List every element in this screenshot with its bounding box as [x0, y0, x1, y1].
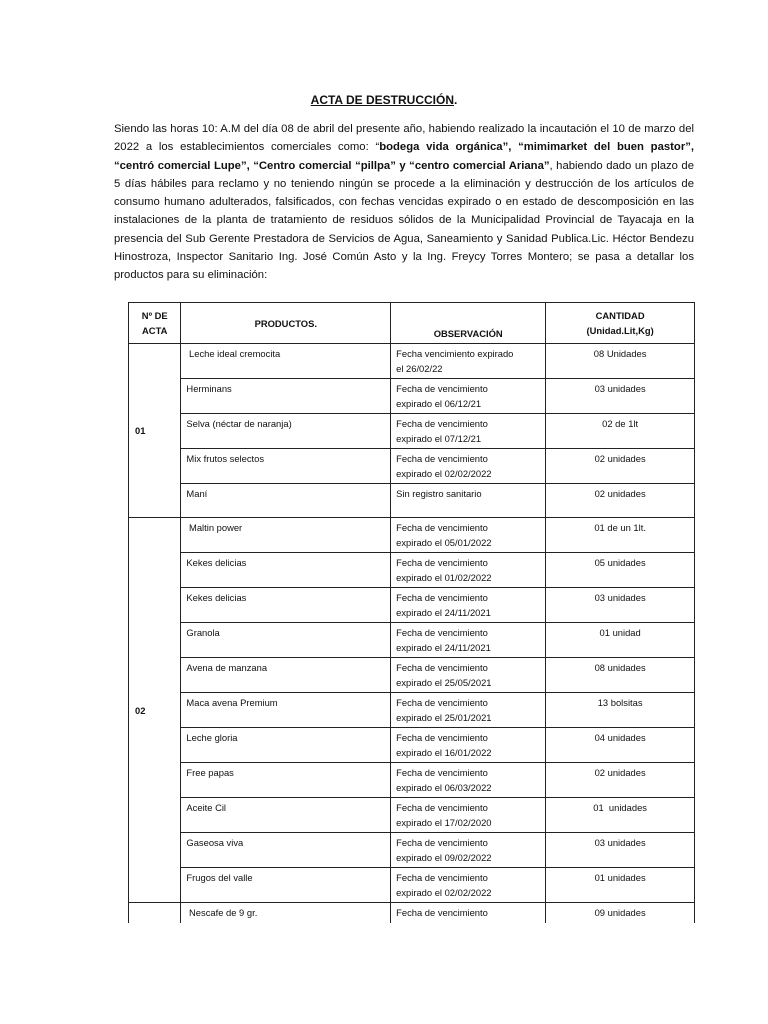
document-title: [0, 93, 768, 107]
observation-cell: [391, 833, 546, 868]
header-productos-label: PRODUCTOS.: [254, 317, 317, 329]
observation-line-2: expirado el 16/01/2022: [396, 747, 492, 758]
observation-line-2: expirado el 24/11/2021: [396, 607, 491, 618]
product-cell: Avena de manzana: [181, 658, 391, 693]
observation-cell: [391, 728, 546, 763]
table-row: [129, 449, 695, 484]
observation-cell: [391, 344, 546, 379]
observation-line-2: expirado el 02/02/2022: [396, 887, 492, 898]
observation-line-1: Fecha de vencimiento: [396, 767, 488, 778]
header-cantidad: [546, 303, 695, 344]
quantity-cell: 05 unidades: [546, 553, 695, 588]
observation-line-1: Fecha de vencimiento: [396, 662, 488, 673]
observation-line-1: Fecha de vencimiento: [396, 697, 488, 708]
observation-line-2: expirado el 06/12/21: [396, 398, 482, 409]
product-cell: Leche ideal cremocita: [181, 344, 391, 379]
table-row: [129, 588, 695, 623]
observation-cell: [391, 553, 546, 588]
observation-line-2: expirado el 01/02/2022: [396, 572, 492, 583]
table-row: [129, 623, 695, 658]
observation-line-1: Fecha de vencimiento: [396, 383, 488, 394]
quantity-cell: 01 de un 1lt.: [546, 518, 695, 553]
quantity-cell: 03 unidades: [546, 833, 695, 868]
quantity-cell: 02 de 1lt: [546, 414, 695, 449]
quantity-cell: 03 unidades: [546, 379, 695, 414]
product-cell: Gaseosa viva: [181, 833, 391, 868]
quantity-cell: 13 bolsitas: [546, 693, 695, 728]
observation-line-2: expirado el 25/01/2021: [396, 712, 492, 723]
observation-line-1: Fecha de vencimiento: [396, 872, 488, 883]
observation-cell: [391, 693, 546, 728]
table-row: [129, 868, 695, 903]
observation-cell: [391, 903, 546, 923]
observation-cell: [391, 763, 546, 798]
header-acta: [129, 303, 181, 344]
observation-line-1: Sin registro sanitario: [396, 488, 482, 499]
observation-cell: [391, 518, 546, 553]
header-acta-line1: Nº DE: [141, 310, 168, 321]
title-text: ACTA DE DESTRUCCIÓN: [310, 93, 454, 107]
header-cantidad-line1: CANTIDAD: [595, 310, 645, 321]
acta-number-cell: 02: [129, 518, 181, 903]
quantity-cell: 01 unidades: [546, 868, 695, 903]
product-cell: Free papas: [181, 763, 391, 798]
observation-cell: [391, 623, 546, 658]
header-productos: [181, 303, 391, 344]
observation-line-1: Fecha de vencimiento: [396, 592, 488, 603]
product-cell: Herminans: [181, 379, 391, 414]
quantity-cell: 04 unidades: [546, 728, 695, 763]
observation-line-2: expirado el 25/05/2021: [396, 677, 492, 688]
paragraph-text-1: Siendo las horas 10: A.M del día 08 de abril del presente año, habiendo realizado la incautación el 10 de marzo del 2022 a los establecimientos comerciales como: “: [114, 123, 694, 154]
table-row: [129, 903, 695, 923]
product-cell: Nescafe de 9 gr.: [181, 903, 391, 923]
product-cell: Maltin power: [181, 518, 391, 553]
observation-cell: [391, 658, 546, 693]
observation-line-2: expirado el 05/01/2022: [396, 537, 492, 548]
observation-line-1: Fecha de vencimiento: [396, 453, 488, 464]
product-cell: Mix frutos selectos: [181, 449, 391, 484]
observation-line-1: Fecha de vencimiento: [396, 557, 488, 568]
table-row: [129, 798, 695, 833]
quantity-cell: 01 unidades: [546, 798, 695, 833]
observation-line-2: expirado el 06/03/2022: [396, 782, 492, 793]
paragraph-text-2: , habiendo dado un plazo de 5 días hábiles para reclamo y no teniendo ningún se procede a la eliminación y destrucción de los artículos de consumo humano adulterados, falsificados, con fechas vencidas expirado o en estado de descomposición en las instalaciones de la planta de tratamiento de residuos sólidos de la Municipalidad Provincial de Tayacaja en la presencia del Sub Gerente Prestadora de Servicios de Agua, Saneamiento y Sanidad Publica.Lic. Héctor Bendezu Hinostroza, Inspector Sanitario Ing. José Común Asto y la Ing. Freycy Torres Montero; se pasa a detallar los productos para su eliminación:: [114, 159, 695, 282]
observation-line-1: Fecha de vencimiento: [396, 418, 488, 429]
paragraph-establishments: bodega vida orgánica”, “mimimarket del buen pastor”, “centró comercial Lupe”, “Centro comercial “pillpa” y “centro comercial Ariana”: [114, 141, 694, 172]
observation-cell: [391, 798, 546, 833]
table-row: [129, 658, 695, 693]
header-observacion-label: OBSERVACIÓN: [433, 328, 503, 339]
table-row: [129, 379, 695, 414]
quantity-cell: 03 unidades: [546, 588, 695, 623]
observation-line-2: el 26/02/22: [396, 363, 443, 374]
quantity-cell: 08 unidades: [546, 658, 695, 693]
table-row: [129, 414, 695, 449]
acta-number-cell: [129, 903, 181, 923]
observation-cell: [391, 379, 546, 414]
observation-line-1: Fecha de vencimiento: [396, 522, 488, 533]
quantity-cell: 02 unidades: [546, 449, 695, 484]
observation-cell: [391, 588, 546, 623]
title-period: .: [454, 93, 458, 107]
observation-line-2: expirado el 02/02/2022: [396, 468, 492, 479]
product-cell: Leche gloria: [181, 728, 391, 763]
product-cell: Kekes delicias: [181, 588, 391, 623]
quantity-cell: 09 unidades: [546, 903, 695, 923]
acta-number-cell: 01: [129, 344, 181, 518]
quantity-cell: 02 unidades: [546, 484, 695, 518]
table-row: [129, 728, 695, 763]
table-row: [129, 344, 695, 379]
product-cell: Maca avena Premium: [181, 693, 391, 728]
product-cell: Selva (néctar de naranja): [181, 414, 391, 449]
table-row: [129, 553, 695, 588]
quantity-cell: 01 unidad: [546, 623, 695, 658]
table-row: [129, 518, 695, 553]
observation-line-1: Fecha de vencimiento: [396, 627, 488, 638]
table-row: [129, 833, 695, 868]
observation-cell: [391, 414, 546, 449]
observation-line-1: Fecha de vencimiento: [396, 907, 488, 918]
observation-line-1: Fecha de vencimiento: [396, 732, 488, 743]
observation-line-2: expirado el 24/11/2021: [396, 642, 491, 653]
product-cell: Maní: [181, 484, 391, 518]
product-cell: Frugos del valle: [181, 868, 391, 903]
observation-cell: [391, 868, 546, 903]
quantity-cell: 02 unidades: [546, 763, 695, 798]
table-row: [129, 693, 695, 728]
observation-cell: [391, 484, 546, 518]
table-row: [129, 484, 695, 518]
observation-line-1: Fecha vencimiento expirado: [396, 348, 514, 359]
observation-line-2: expirado el 09/02/2022: [396, 852, 492, 863]
intro-paragraph: [114, 120, 694, 285]
header-cantidad-line2: (Unidad.Lit,Kg): [586, 325, 654, 336]
products-table: [128, 302, 695, 923]
quantity-cell: 08 Unidades: [546, 344, 695, 379]
observation-line-2: expirado el 07/12/21: [396, 433, 482, 444]
product-cell: Kekes delicias: [181, 553, 391, 588]
observation-line-1: Fecha de vencimiento: [396, 802, 488, 813]
header-acta-line2: ACTA: [142, 325, 168, 336]
header-observacion: [391, 303, 546, 344]
table-header-row: [129, 303, 695, 344]
product-cell: Aceite Cil: [181, 798, 391, 833]
observation-line-1: Fecha de vencimiento: [396, 837, 488, 848]
observation-line-2: expirado el 17/02/2020: [396, 817, 492, 828]
product-cell: Granola: [181, 623, 391, 658]
observation-cell: [391, 449, 546, 484]
table-row: [129, 763, 695, 798]
